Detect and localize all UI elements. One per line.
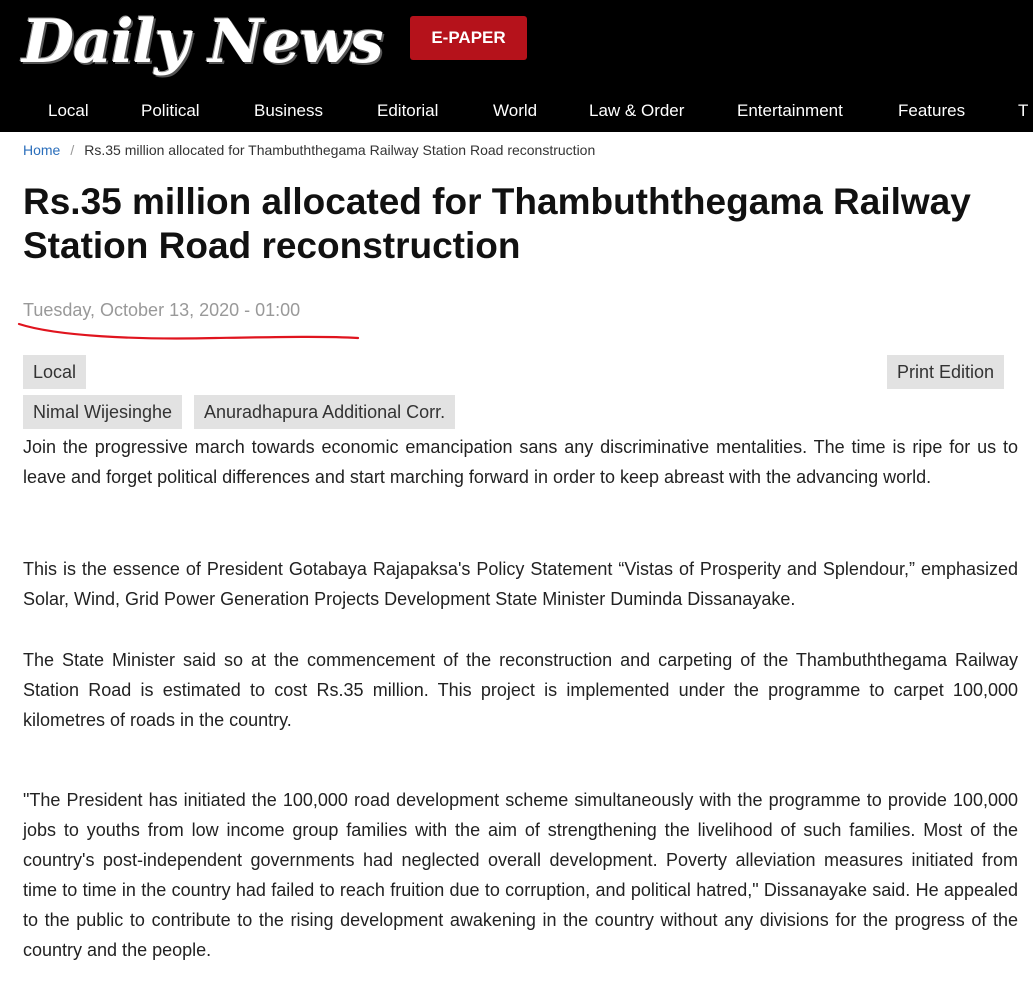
nav-item-world[interactable]: World [493, 101, 538, 120]
author-role-tag[interactable]: Anuradhapura Additional Corr. [194, 395, 455, 429]
nav-item-local[interactable]: Local [48, 101, 89, 120]
nav-item-business[interactable]: Business [254, 101, 323, 120]
article-title: Rs.35 million allocated for Thambuththegama Railway Station Road reconstruction [23, 181, 971, 266]
nav-item-truncated[interactable]: T [1018, 101, 1029, 120]
main-nav [0, 92, 1033, 132]
breadcrumb [23, 142, 595, 158]
article-paragraph-4: "The President has initiated the 100,000 road development scheme simultaneously with the programme to provide 100,000 jobs to youths from low income group families with the aim of strengthening the livelihood of such families. Most of the country's post-independent governments had neglected overall development. Poverty alleviation measures initiated from time to time in the country had failed to reach fruition due to corruption, and political hatred," Dissanayake said. He appealed to the public to contribute to the rising development awakening in the country without any divisions for the progress of the country and the people. [23, 790, 1018, 960]
epaper-button[interactable]: E-PAPER [410, 16, 527, 60]
print-edition-tag[interactable]: Print Edition [887, 355, 1004, 389]
breadcrumb-home-link[interactable]: Home [23, 142, 61, 158]
nav-item-entertainment[interactable]: Entertainment [737, 101, 843, 120]
site-header [0, 0, 1033, 132]
breadcrumb-separator: / [70, 142, 75, 158]
category-tag-local[interactable]: Local [23, 355, 86, 389]
site-logo[interactable]: Daily News [22, 7, 383, 77]
article-paragraph-3: The State Minister said so at the commencement of the reconstruction and carpeting of the Thambuththegama Railway Station Road is estimated to cost Rs.35 million. This project is implemented under the programme to carpet 100,000 kilometres of roads in the country. [23, 650, 1018, 730]
author-tag[interactable]: Nimal Wijesinghe [23, 395, 182, 429]
article-date: Tuesday, October 13, 2020 - 01:00 [23, 300, 301, 320]
nav-item-editorial[interactable]: Editorial [377, 101, 439, 120]
nav-item-features[interactable]: Features [898, 101, 966, 120]
nav-item-political[interactable]: Political [141, 101, 200, 120]
red-annotation-underline [16, 318, 366, 344]
article-paragraph-1: Join the progressive march towards economic emancipation sans any discriminative mentalities. The time is ripe for us to leave and forget political differences and start marching forward in order to keep abreast with the advancing world. [23, 437, 1018, 487]
nav-item-law-order[interactable]: Law & Order [589, 101, 685, 120]
breadcrumb-current: Rs.35 million allocated for Thambuththegama Railway Station Road reconstruction [84, 142, 596, 158]
article-paragraph-2: This is the essence of President Gotabaya Rajapaksa's Policy Statement “Vistas of Prosperity and Splendour,” emphasized Solar, Wind, Grid Power Generation Projects Development State Minister Duminda Dissanayake. [23, 559, 1018, 609]
